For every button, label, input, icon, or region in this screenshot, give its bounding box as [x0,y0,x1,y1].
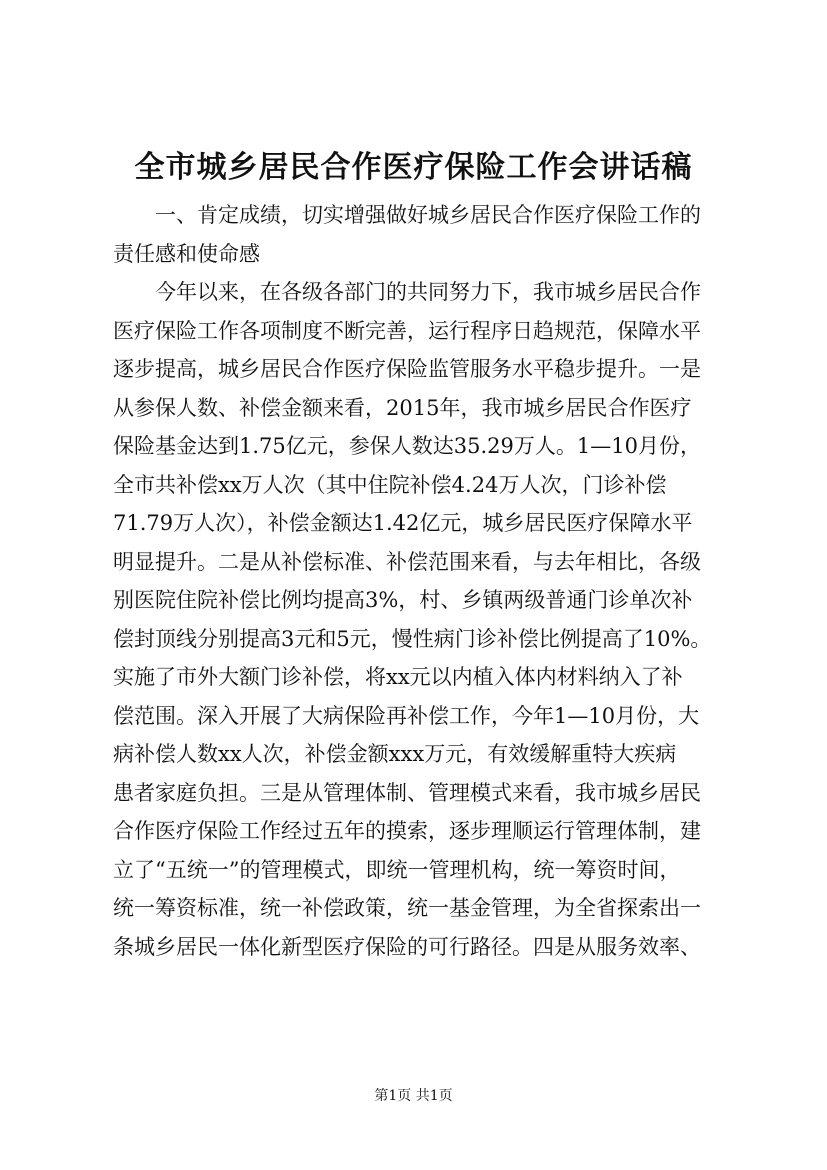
paragraph-line: 偿封顶线分别提高3元和5元，慢性病门诊补偿比例提高了10%。 [113,626,712,651]
paragraph-line: 患者家庭负担。三是从管理体制、管理模式来看，我市城乡居民 [113,780,701,805]
page-number-footer: 第1页 共1页 [374,1088,453,1104]
paragraph-line: 立了“五统一”的管理模式，即统一管理机构，统一筹资时间， [113,857,681,882]
paragraph-line: 病补偿人数xx人次，补偿金额xxx万元，有效缓解重特大疾病 [113,742,677,766]
document-title: 全市城乡居民合作医疗保险工作会讲话稿 [134,150,693,185]
paragraph-line: 合作医疗保险工作经过五年的摸索，逐步理顺运行管理体制，建 [113,819,701,843]
paragraph-line: 从参保人数、补偿金额来看，2015年，我市城乡居民合作医疗 [113,395,692,420]
document-body [113,196,738,966]
paragraph-line: 条城乡居民一体化新型医疗保险的可行路径。四是从服务效率、 [113,934,701,959]
paragraph-line: 71.79万人次），补偿金额达1.42亿元，城乡居民医疗保障水平 [113,511,693,535]
paragraph-line: 别医院住院补偿比例均提高3%，村、乡镇两级普通门诊单次补 [113,588,693,612]
section-heading-line-2: 责任感和使命感 [113,241,260,266]
paragraph-line: 全市共补偿xx万人次（其中住院补偿4.24万人次，门诊补偿 [113,472,667,497]
paragraph-line: 偿范围。深入开展了大病保险再补偿工作，今年1—10月份，大 [113,703,700,728]
paragraph-line: 明显提升。二是从补偿标准、补偿范围来看，与去年相比，各级 [113,549,701,574]
paragraph-line: 今年以来，在各级各部门的共同努力下，我市城乡居民合作 [155,280,701,304]
paragraph-line: 逐步提高，城乡居民合作医疗保险监管服务水平稳步提升。一是 [113,357,701,381]
section-heading-line-1: 一、肯定成绩，切实增强做好城乡居民合作医疗保险工作的 [155,203,701,227]
paragraph-line: 统一筹资标准，统一补偿政策，统一基金管理，为全省探索出一 [113,896,701,920]
paragraph-line: 实施了市外大额门诊补偿，将xx元以内植入体内材料纳入了补 [113,665,683,689]
paragraph-line: 医疗保险工作各项制度不断完善，运行程序日趋规范，保障水平 [113,318,701,343]
paragraph-line: 保险基金达到1.75亿元，参保人数达35.29万人。1—10月份， [113,434,701,458]
